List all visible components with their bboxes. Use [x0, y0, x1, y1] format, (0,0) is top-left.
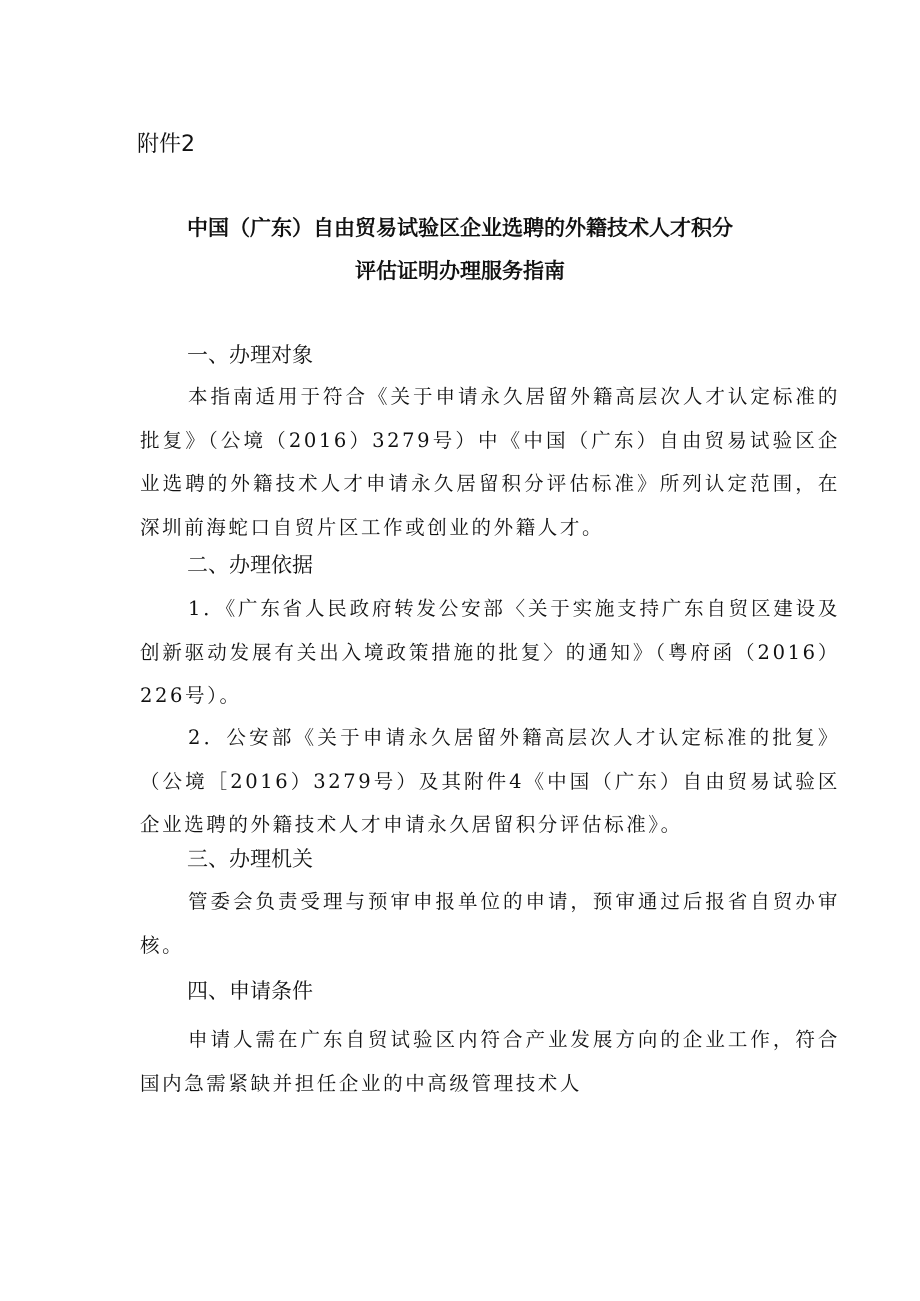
section-text-conditions: 申请人需在广东自贸试验区内符合产业发展方向的企业工作，符合国内急需紧缺并担任企业的中高级管理技术人	[140, 1028, 840, 1095]
section-heading-authority: 三、办理机关	[187, 847, 313, 871]
basis-item-2: 2．公安部《关于申请永久居留外籍高层次人才认定标准的批复》（公境［2016）3279号）及其附件4《中国（广东）自由贸易试验区企业选聘的外籍技术人才申请永久居留积分评估标准》。	[140, 726, 840, 836]
section-text-authority: 管委会负责受理与预审申报单位的申请，预审通过后报省自贸办审核。	[140, 890, 840, 957]
section-heading-basis: 二、办理依据	[187, 553, 313, 577]
section-heading-conditions: 四、申请条件	[187, 979, 313, 1003]
document-title-line-1: 中国（广东）自由贸易试验区企业选聘的外籍技术人才积分	[187, 216, 733, 240]
section-text-applicants: 本指南适用于符合《关于申请永久居留外籍高层次人才认定标准的批复》（公境（2016）3279号）中《中国（广东）自由贸易试验区企业选聘的外籍技术人才申请永久居留积分评估标准》所列认定范围，在深圳前海蛇口自贸片区工作或创业的外籍人才。	[140, 385, 840, 539]
basis-item-1: 1．《广东省人民政府转发公安部〈关于实施支持广东自贸区建设及创新驱动发展有关出入境政策措施的批复〉的通知》（粤府函（2016）226号）。	[140, 597, 840, 707]
section-heading-applicants: 一、办理对象	[187, 343, 313, 367]
attachment-label: 附件2	[137, 132, 195, 157]
document-title-line-2: 评估证明办理服务指南	[355, 259, 565, 283]
